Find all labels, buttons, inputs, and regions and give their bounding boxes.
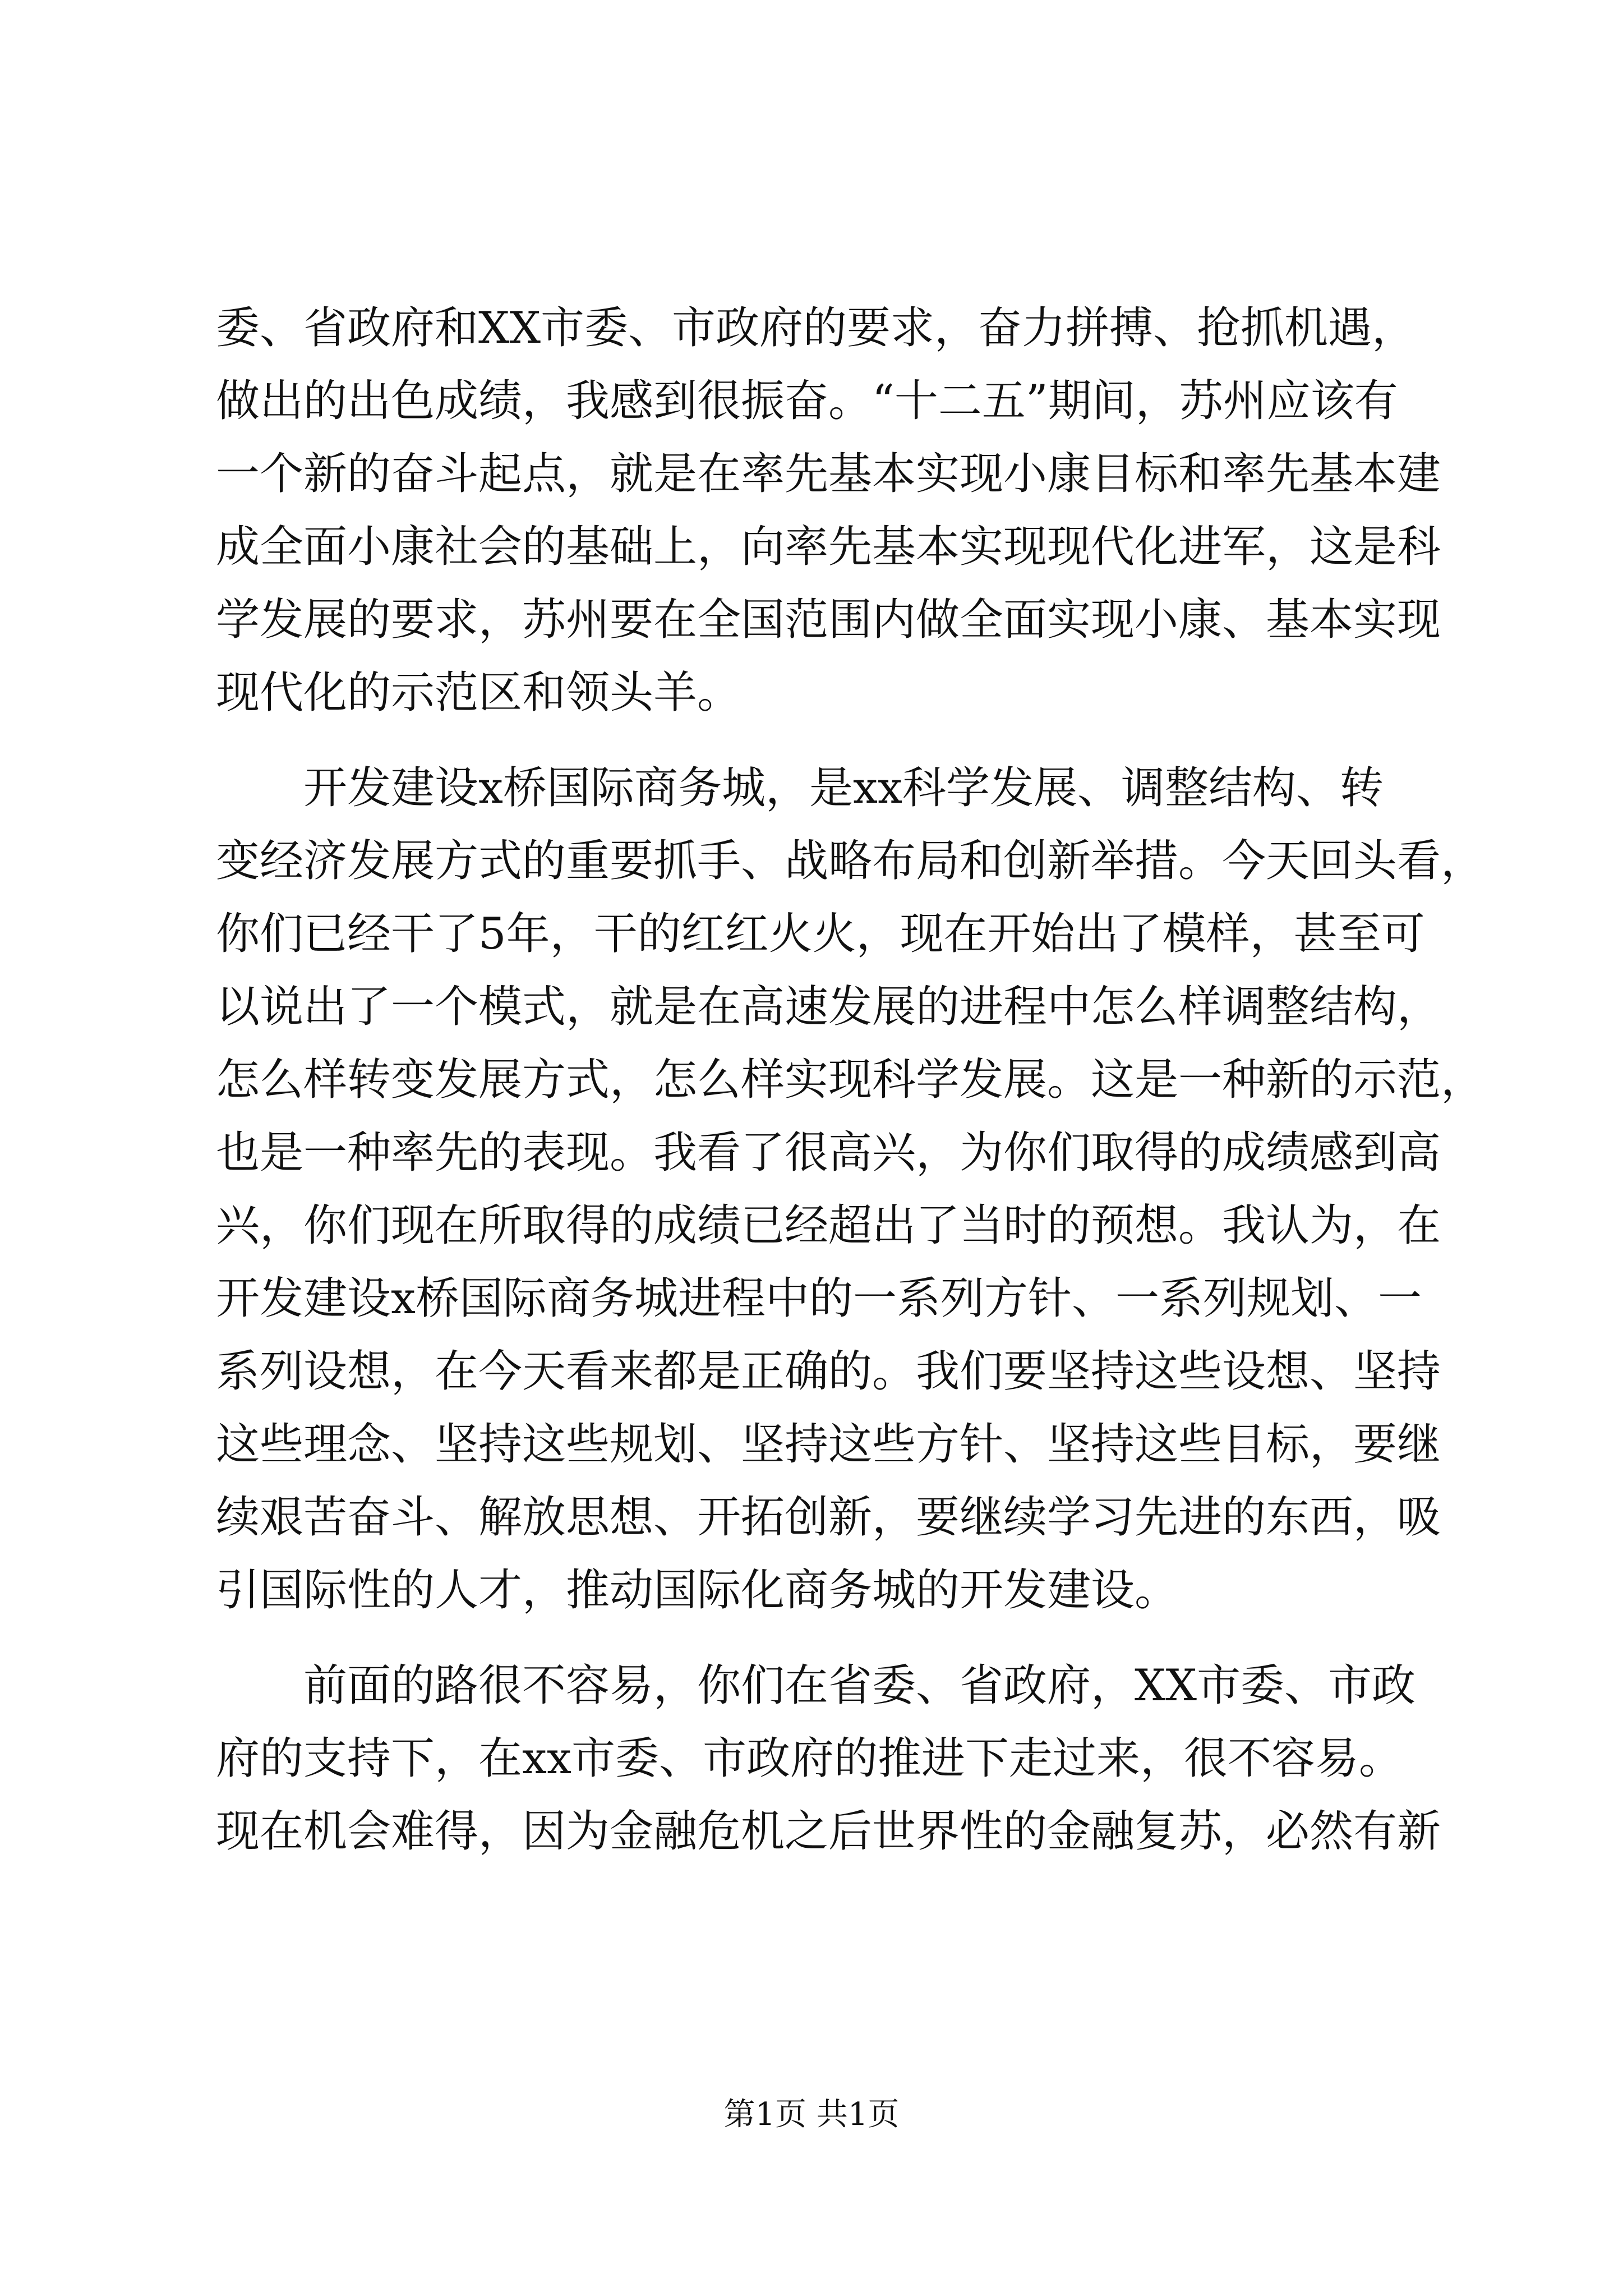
text-line: 开发建设x桥国际商务城，是xx科学发展、调整结构、转 bbox=[216, 763, 1384, 813]
text-line: 怎么样转变发展方式，怎么样实现科学发展。这是一种新的示范， bbox=[216, 1055, 1485, 1105]
paragraph-1 bbox=[216, 292, 1441, 729]
text-line: 续艰苦奋斗、解放思想、开拓创新，要继续学习先进的东西，吸 bbox=[216, 1492, 1441, 1543]
text-line: 做出的出色成绩，我感到很振奋。“十二五”期间，苏州应该有 bbox=[216, 376, 1398, 426]
text-line: 这些理念、坚持这些规划、坚持这些方针、坚持这些目标，要继 bbox=[216, 1419, 1441, 1470]
page-footer bbox=[0, 2092, 1623, 2137]
text-line: 成全面小康社会的基础上，向率先基本实现现代化进军，这是科 bbox=[216, 522, 1441, 572]
text-line: 府的支持下，在xx市委、市政府的推进下走过来，很不容易。 bbox=[216, 1733, 1403, 1784]
paragraph-2 bbox=[216, 752, 1485, 1627]
text-line: 也是一种率先的表现。我看了很高兴，为你们取得的成绩感到高 bbox=[216, 1128, 1441, 1178]
text-line: 现在机会难得，因为金融危机之后世界性的金融复苏，必然有新 bbox=[216, 1806, 1441, 1857]
text-line: 变经济发展方式的重要抓手、战略布局和创新举措。今天回头看， bbox=[216, 836, 1485, 886]
text-line: 开发建设x桥国际商务城进程中的一系列方针、一系列规划、一 bbox=[216, 1273, 1422, 1324]
text-line: 系列设想，在今天看来都是正确的。我们要坚持这些设想、坚持 bbox=[216, 1346, 1441, 1397]
text-line: 引国际性的人才，推动国际化商务城的开发建设。 bbox=[216, 1565, 1179, 1616]
paragraph-3 bbox=[216, 1649, 1441, 1868]
text-line: 以说出了一个模式，就是在高速发展的进程中怎么样调整结构， bbox=[216, 982, 1441, 1032]
document-body bbox=[216, 292, 1485, 1868]
text-line: 学发展的要求，苏州要在全国范围内做全面实现小康、基本实现 bbox=[216, 595, 1441, 645]
text-line: 现代化的示范区和领头羊。 bbox=[216, 668, 741, 718]
text-line: 兴，你们现在所取得的成绩已经超出了当时的预想。我认为，在 bbox=[216, 1200, 1441, 1251]
text-line: 前面的路很不容易，你们在省委、省政府，XX市委、市政 bbox=[216, 1660, 1416, 1711]
text-line: 一个新的奋斗起点，就是在率先基本实现小康目标和率先基本建 bbox=[216, 449, 1441, 499]
text-line: 委、省政府和XX市委、市政府的要求，奋力拼搏、抢抓机遇， bbox=[216, 303, 1416, 353]
paragraph-spacer bbox=[216, 1627, 1427, 1649]
paragraph-spacer bbox=[216, 729, 1427, 752]
page-number-label: 第1页 共1页 bbox=[723, 2096, 900, 2133]
text-line: 你们已经干了5年，干的红红火火，现在开始出了模样，甚至可 bbox=[216, 909, 1425, 959]
